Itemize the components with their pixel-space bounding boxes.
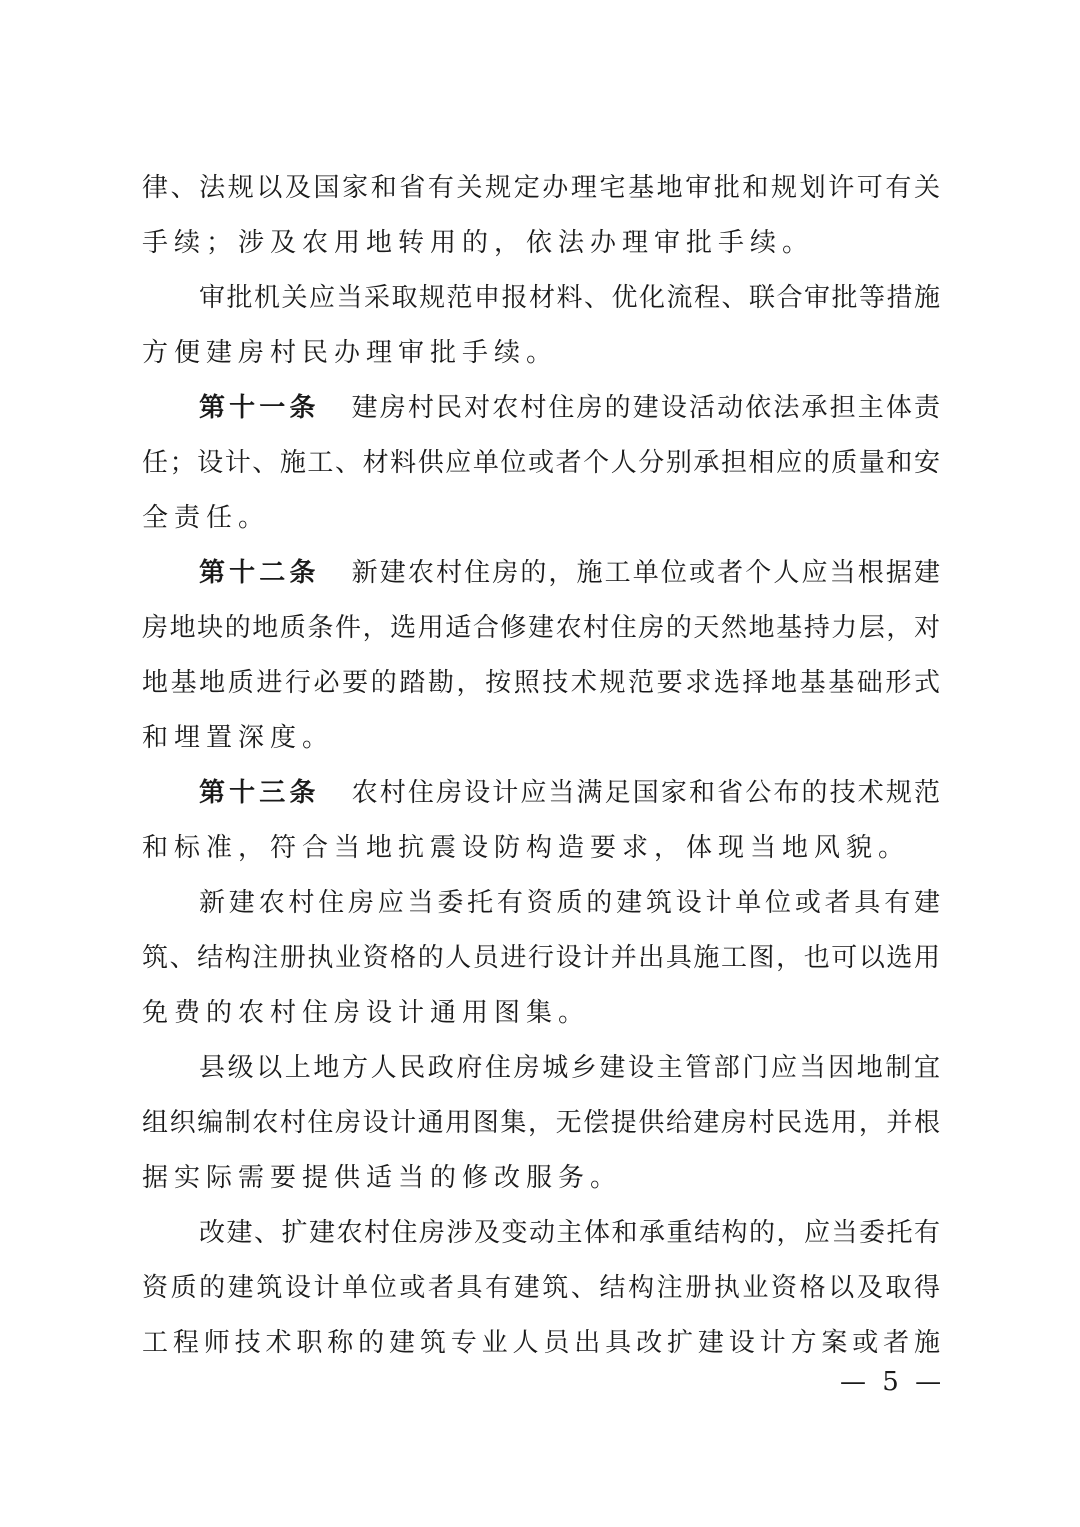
article-12-start <box>199 556 940 590</box>
text-line: 组织编制农村住房设计通用图集，无偿提供给建房村民选用，并根 <box>142 1108 940 1138</box>
article-heading: 第十三条 <box>199 778 320 808</box>
text-line: 房地块的地质条件，选用适合修建农村住房的天然地基持力层，对 <box>142 613 940 643</box>
article-text: 建房村民对农村住房的建设活动依法承担主体责 <box>349 393 940 423</box>
text-line: 和埋置深度。 <box>142 723 335 753</box>
paragraph-start: 新建农村住房应当委托有资质的建筑设计单位或者具有建 <box>199 888 940 918</box>
text-line: 筑、结构注册执业资格的人员进行设计并出具施工图，也可以选用 <box>142 943 940 973</box>
text-line: 律、法规以及国家和省有关规定办理宅基地审批和规划许可有关 <box>142 173 940 203</box>
article-heading: 第十一条 <box>199 393 320 423</box>
text-line: 方便建房村民办理审批手续。 <box>142 338 559 368</box>
text-line: 地基地质进行必要的踏勘，按照技术规范要求选择地基基础形式 <box>142 668 940 698</box>
text-line: 全责任。 <box>142 503 271 533</box>
article-text: 新建农村住房的，施工单位或者个人应当根据建 <box>349 558 940 588</box>
paragraph-start: 改建、扩建农村住房涉及变动主体和承重结构的，应当委托有 <box>199 1218 940 1248</box>
article-13-start <box>199 776 940 810</box>
page-number: — 5 — <box>840 1367 946 1397</box>
text-line: 免费的农村住房设计通用图集。 <box>142 998 591 1028</box>
article-heading: 第十二条 <box>199 558 320 588</box>
paragraph-start: 审批机关应当采取规范申报材料、优化流程、联合审批等措施 <box>199 283 940 313</box>
text-line: 手续；涉及农用地转用的，依法办理审批手续。 <box>142 228 815 258</box>
text-line: 任；设计、施工、材料供应单位或者个人分别承担相应的质量和安 <box>142 448 940 478</box>
text-line: 据实际需要提供适当的修改服务。 <box>142 1163 623 1193</box>
article-text: 农村住房设计应当满足国家和省公布的技术规范 <box>349 778 940 808</box>
text-line: 和标准，符合当地抗震设防构造要求，体现当地风貌。 <box>142 833 911 863</box>
paragraph-start: 县级以上地方人民政府住房城乡建设主管部门应当因地制宜 <box>199 1053 940 1083</box>
article-11-start <box>199 391 940 425</box>
text-line: 工程师技术职称的建筑专业人员出具改扩建设计方案或者施 <box>142 1328 940 1358</box>
text-line: 资质的建筑设计单位或者具有建筑、结构注册执业资格以及取得 <box>142 1273 940 1303</box>
